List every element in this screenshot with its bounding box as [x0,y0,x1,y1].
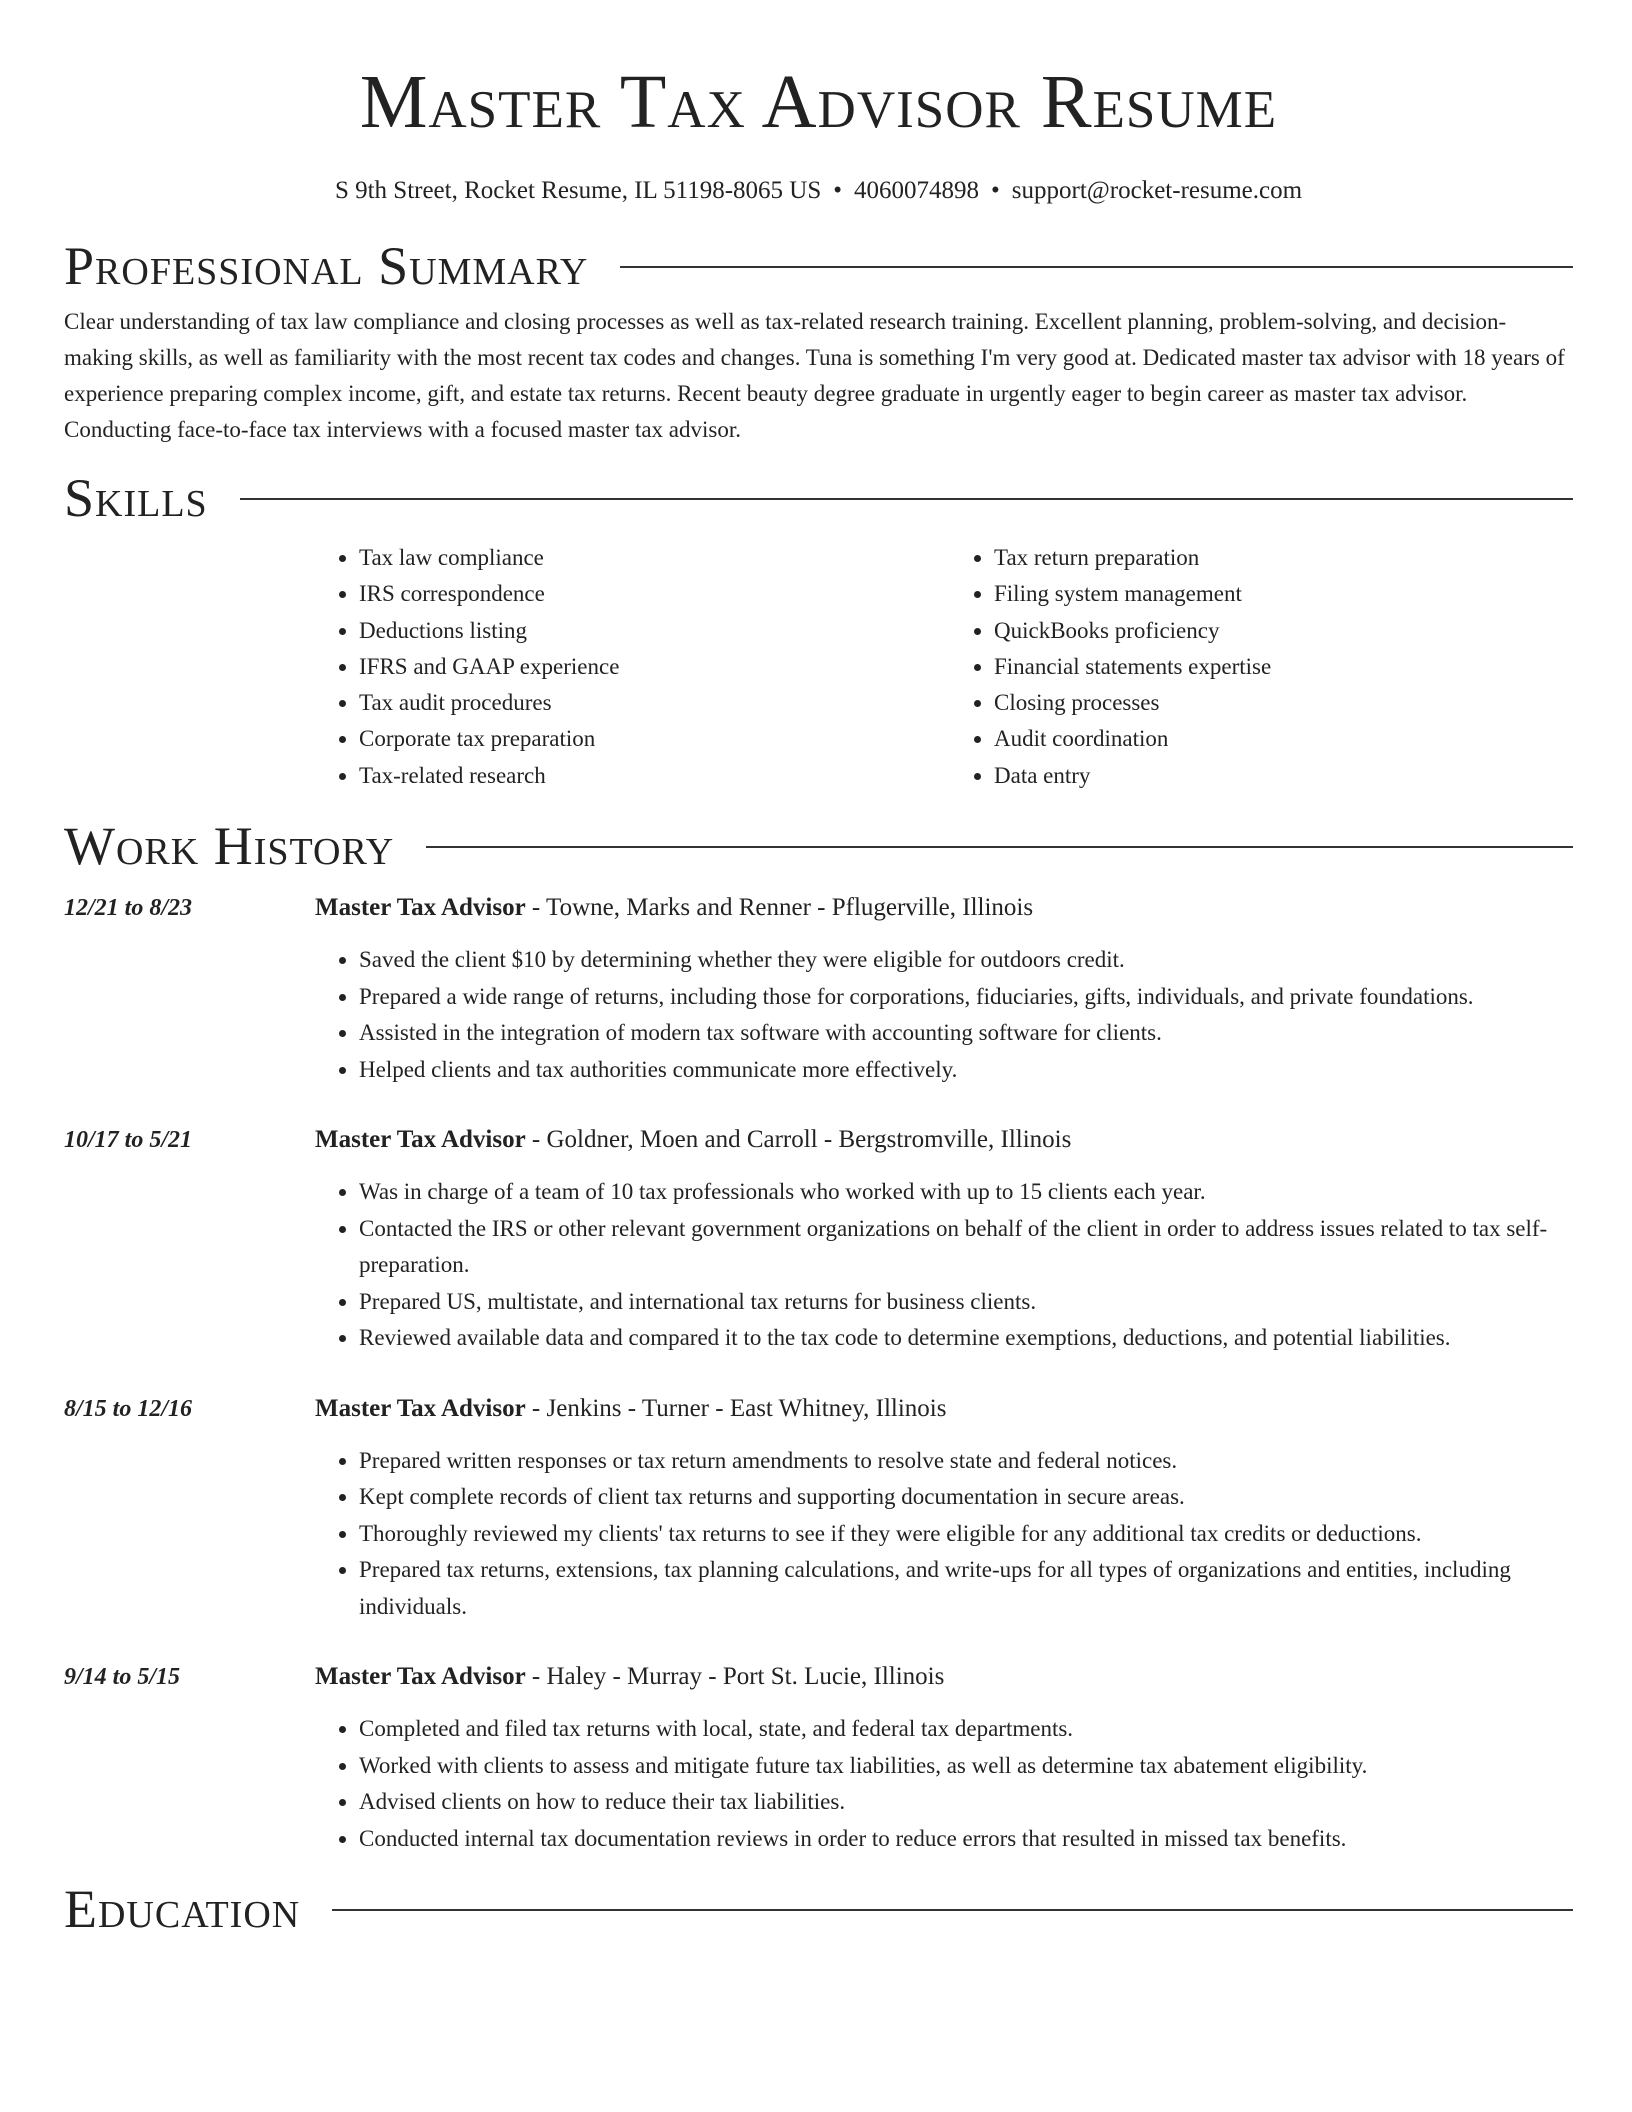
work-heading: Work History [64,816,395,877]
job-bullet: • Was in charge of a team of 10 tax professionals who worked with up to 15 clients each year. [359,1174,1573,1211]
job-title: Master Tax Advisor [315,1126,526,1154]
job-entry [64,1659,1573,1857]
skill-item: • Closing processes [994,685,1569,721]
section-divider [332,1909,1573,1911]
job-title: Master Tax Advisor [315,894,526,922]
job-employer: - Jenkins - Turner - East Whitney, Illinois [525,1394,947,1422]
contact-separator: • [833,177,842,204]
skill-item: • IRS correspondence [359,576,934,612]
job-bullet: • Prepared US, multistate, and international tax returns for business clients. [359,1284,1573,1321]
summary-text: Clear understanding of tax law compliance and closing processes as well as tax-related research training. Excellent planning, problem-solving, and decision-making skills, as well as familiarity with the most recent tax codes and changes. Tuna is something I'm very good at. Dedicated master tax advisor with 18 years of experience preparing complex income, gift, and estate tax returns. Recent beauty degree graduate in urgently eager to begin career as master tax advisor. Conducting face-to-face tax interviews with a focused master tax advisor. [64,309,1565,442]
section-divider [620,266,1573,268]
contact-address: S 9th Street, Rocket Resume, IL 51198-8065 US [334,177,822,204]
job-bullet: • Kept complete records of client tax returns and supporting documentation in secure areas. [359,1479,1573,1516]
job-title: Master Tax Advisor [315,1663,526,1691]
job-dates: 10/17 to 5/21 [64,1127,193,1154]
job-bullet: • Completed and filed tax returns with local, state, and federal tax departments. [359,1711,1573,1748]
job-entry [64,890,1573,1088]
contact-phone: 4060074898 [854,177,979,204]
resume-page [64,0,1573,1941]
job-bullet: • Prepared tax returns, extensions, tax planning calculations, and write-ups for all types of organizations and entities, including individuals. [359,1552,1573,1625]
skill-item: • Financial statements expertise [994,649,1569,685]
job-title-line [315,1122,1573,1158]
skills-list [315,540,1573,794]
skill-item: • Tax return preparation [994,540,1569,576]
skill-item: • Tax-related research [359,758,934,794]
skills-heading: Skills [64,468,208,528]
skill-item: • Data entry [994,758,1569,794]
job-bullet: • Helped clients and tax authorities communicate more effectively. [359,1052,1573,1089]
summary-heading: Professional Summary [64,236,589,296]
job-bullet: • Saved the client $10 by determining whether they were eligible for outdoors credit. [359,942,1573,979]
skill-item: • Tax law compliance [359,540,934,576]
job-bullet: • Prepared written responses or tax return amendments to resolve state and federal notices. [359,1443,1573,1480]
job-employer: - Towne, Marks and Renner - Pflugerville, Illinois [525,894,1034,922]
skills-section-header [64,466,1573,530]
skill-item: • Deductions listing [359,613,934,649]
skill-item: • IFRS and GAAP experience [359,649,934,685]
job-bullets [315,1443,1573,1626]
skill-item: • Filing system management [994,576,1569,612]
skill-item: • Tax audit procedures [359,685,934,721]
skills-column-right [934,540,1569,794]
contact-line [64,174,1573,208]
job-body [315,1122,1573,1357]
education-heading: Education [64,1879,301,1940]
contact-separator: • [991,177,1000,204]
job-dates: 8/15 to 12/16 [64,1395,193,1422]
skill-item: • Audit coordination [994,721,1569,757]
job-employer: - Goldner, Moen and Carroll - Bergstromville, Illinois [525,1126,1072,1154]
skill-item: • QuickBooks proficiency [994,613,1569,649]
job-bullet: • Prepared a wide range of returns, including those for corporations, fiduciaries, gifts, individuals, and private foundations. [359,979,1573,1016]
job-bullet: • Conducted internal tax documentation reviews in order to reduce errors that resulted in missed tax benefits. [359,1821,1573,1858]
job-title-line [315,1659,1573,1695]
job-bullet: • Advised clients on how to reduce their tax liabilities. [359,1784,1573,1821]
job-bullet: • Contacted the IRS or other relevant government organizations on behalf of the client in order to address issues related to tax self-preparation. [359,1211,1573,1284]
section-divider [426,846,1573,848]
education-section-header [64,1877,1573,1941]
job-bullets [315,1711,1573,1857]
job-dates: 12/21 to 8/23 [64,895,193,922]
contact-email: support@rocket-resume.com [1011,177,1303,204]
skills-column-left [315,540,934,794]
job-bullet: • Thoroughly reviewed my clients' tax returns to see if they were eligible for any additional tax credits or deductions. [359,1516,1573,1553]
job-title-line [315,890,1573,926]
skill-item: • Corporate tax preparation [359,721,934,757]
job-bullet: • Assisted in the integration of modern tax software with accounting software for clients. [359,1015,1573,1052]
job-body [315,1391,1573,1626]
job-dates: 9/14 to 5/15 [64,1664,181,1691]
job-bullets [315,942,1573,1088]
job-body [315,890,1573,1088]
work-section-header [64,814,1573,878]
job-entry [64,1122,1573,1357]
section-divider [240,498,1573,500]
job-employer: - Haley - Murray - Port St. Lucie, Illinois [525,1663,945,1691]
resume-title: Master Tax Advisor Resume [359,60,1278,144]
job-entry [64,1391,1573,1626]
job-title-line [315,1391,1573,1427]
job-body [315,1659,1573,1857]
job-bullets [315,1174,1573,1357]
job-bullet: • Worked with clients to assess and mitigate future tax liabilities, as well as determine tax abatement eligibility. [359,1748,1573,1785]
summary-section-header [64,234,1573,298]
job-bullet: • Reviewed available data and compared it to the tax code to determine exemptions, deductions, and potential liabilities. [359,1320,1573,1357]
job-title: Master Tax Advisor [315,1394,526,1422]
